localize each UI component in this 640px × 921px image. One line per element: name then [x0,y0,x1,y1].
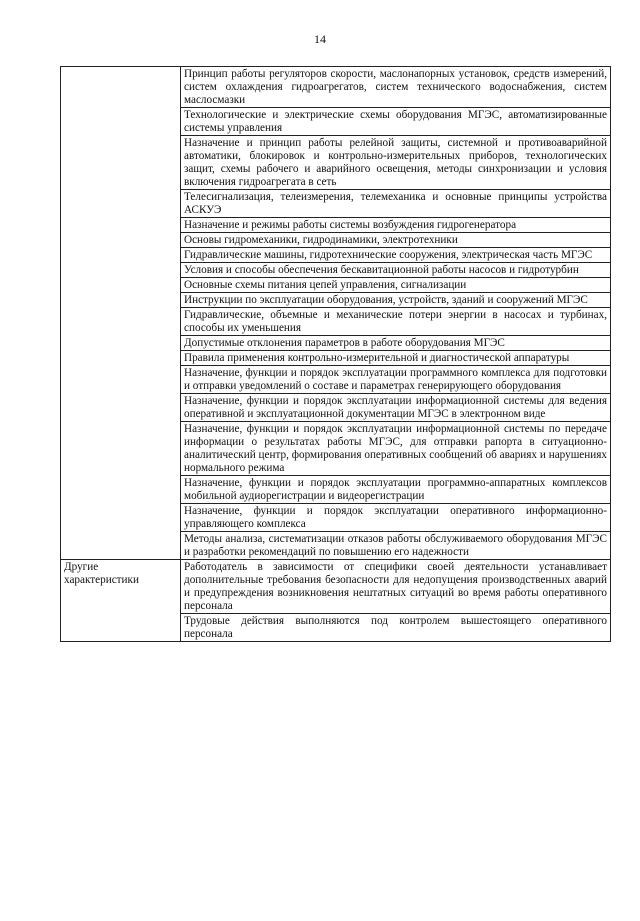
knowledge-item [181,476,611,504]
knowledge-item-text: Технологические и электрические схемы оборудования МГЭС, автоматизированные системы управления [184,109,607,134]
requirements-table [60,66,611,642]
row-label-line: Другие [64,561,99,573]
knowledge-item-text: Условия и способы обеспечения бескавитационной работы насосов и гидротурбин [184,264,579,276]
page-number: 14 [314,32,326,46]
knowledge-item [181,504,611,532]
knowledge-item [181,190,611,218]
knowledge-item-text: Методы анализа, систематизации отказов работы обслуживаемого оборудования МГЭС и разработки рекомендаций по повышению его надежности [184,533,607,558]
knowledge-item-text: Основы гидромеханики, гидродинамики, электротехники [184,234,458,246]
knowledge-item [181,293,611,308]
knowledge-item [181,336,611,351]
knowledge-item [181,532,611,560]
knowledge-item-text: Назначение, функции и порядок эксплуатации программно-аппаратных комплексов мобильной аудиорегистрации и видеорегистрации [184,477,607,502]
knowledge-item-text: Назначение, функции и порядок эксплуатации информационной системы для ведения оперативной и эксплуатационной документации МГЭС в электронном виде [184,395,607,420]
requirement-item [181,560,611,614]
knowledge-item [181,108,611,136]
knowledge-item-text: Гидравлические, объемные и механические потери энергии в насосах и турбинах, способы их уменьшения [184,309,607,334]
knowledge-item-text: Инструкции по эксплуатации оборудования, устройств, зданий и сооружений МГЭС [184,294,588,306]
knowledge-item [181,351,611,366]
knowledge-item-text: Назначение, функции и порядок эксплуатации оперативного информационно-управляющего комплекса [184,505,607,530]
knowledge-item [181,218,611,233]
knowledge-item [181,233,611,248]
knowledge-item [181,422,611,476]
knowledge-item-text: Назначение, функции и порядок эксплуатации программного комплекса для подготовки и отправки уведомлений о составе и параметрах генерирующего оборудования [184,367,607,392]
requirement-item [181,614,611,642]
label-cell [61,560,181,642]
label-cell [61,67,181,560]
knowledge-item [181,394,611,422]
requirement-item-text: Трудовые действия выполняются под контролем вышестоящего оперативного персонала [184,615,607,640]
row-label-line: характеристики [64,574,139,586]
knowledge-item-text: Правила применения контрольно-измерительной и диагностической аппаратуры [184,352,570,364]
knowledge-item-text: Назначение и принцип работы релейной защиты, системной и противоаварийной автоматики, блокировок и контрольно-измерительных приборов, технологических защит, схемы рабочего и аварийного освещения, методы синхронизации и условия включения гидроагрегата в сеть [184,137,607,188]
knowledge-item [181,263,611,278]
knowledge-item [181,308,611,336]
knowledge-item-text: Назначение, функции и порядок эксплуатации информационной системы по передаче информации о результатах работы МГЭС, для отправки рапорта в ситуационно-аналитический центр, формирования оперативных сообщений об авариях и нарушениях нормального режима [184,423,607,474]
knowledge-item-text: Основные схемы питания цепей управления, сигнализации [184,279,467,291]
knowledge-item [181,366,611,394]
knowledge-item [181,67,611,108]
knowledge-item-text: Принцип работы регуляторов скорости, маслонапорных установок, средств измерений, систем охлаждения гидроагрегатов, систем технического водоснабжения, систем маслосмазки [184,68,607,106]
table-row [61,560,611,614]
knowledge-item-text: Допустимые отклонения параметров в работе оборудования МГЭС [184,337,505,349]
knowledge-item [181,278,611,293]
table-row [61,67,611,108]
knowledge-item [181,248,611,263]
knowledge-item-text: Телесигнализация, телеизмерения, телемеханика и основные принципы устройства АСКУЭ [184,191,607,216]
knowledge-item-text: Гидравлические машины, гидротехнические сооружения, электрическая часть МГЭС [184,249,593,261]
requirement-item-text: Работодатель в зависимости от специфики своей деятельности устанавливает дополнительные требования безопасности для недопущения производственных аварий и предупреждения возникновения нештатных ситуаций во время работы оперативного персонала [184,561,607,612]
knowledge-item [181,136,611,190]
knowledge-item-text: Назначение и режимы работы системы возбуждения гидрогенератора [184,219,517,231]
